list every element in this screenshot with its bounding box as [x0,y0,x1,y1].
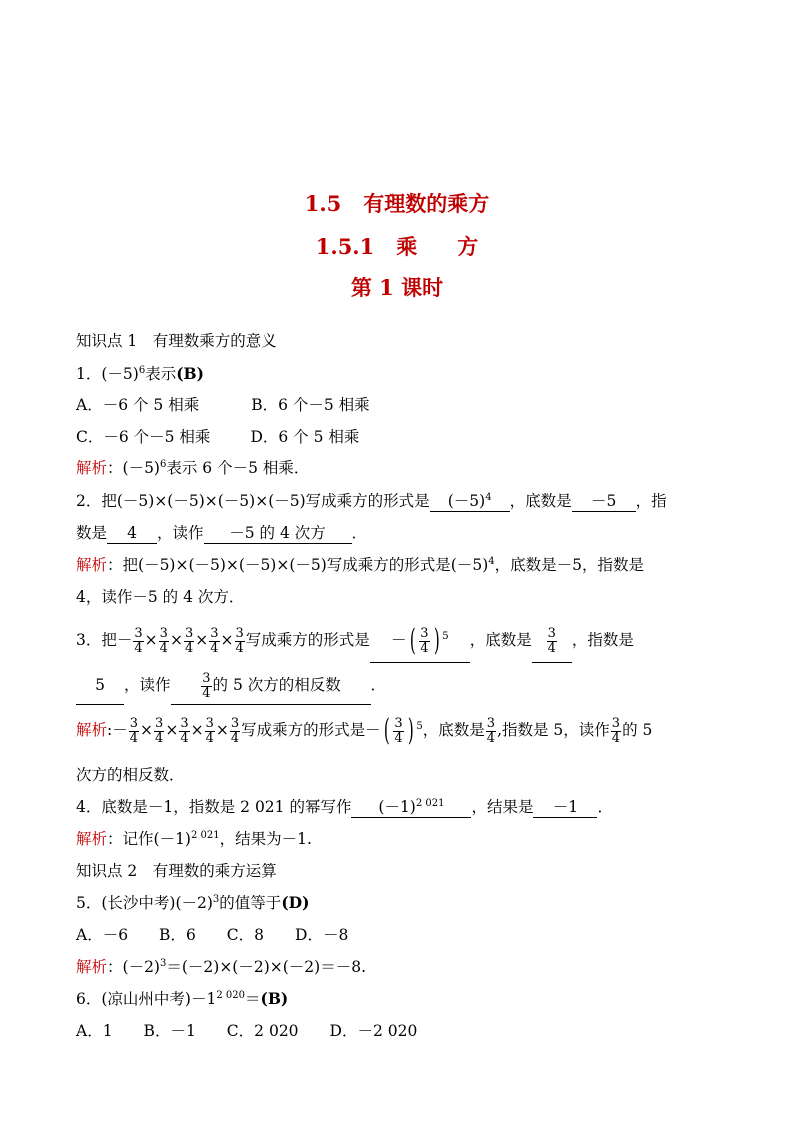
q1-analysis: 解析：$(-5)^6$表示 6 个－5 相乘． [76,459,310,477]
knowledge-point-1: 知识点 1 有理数乘方的意义 [76,332,277,350]
q5-options: A．－6 B．6 C．8 D．－8 [76,926,349,944]
fraction: $\frac{3}{4}$ [134,625,143,656]
analysis-label: 解析 [76,830,108,848]
q2-answer-form: $(-5)^4$ [430,491,510,512]
q2-answer-reading: －5 的 4 次方 [204,523,352,544]
fraction: $\frac{3}{4}$ [210,625,219,656]
q1-option-c: C．－6 个－5 相乘 [76,428,211,446]
q2-answer-exponent: 4 [107,523,157,544]
q2-analysis: 解析：把(－5)×(－5)×(－5)×(－5)写成乘方的形式是$(-5)^4$，底数是－5，指数是 [76,556,645,574]
analysis-label: 解析 [76,459,108,477]
q3-answer-base: $\frac{3}{4}$ [532,618,572,663]
analysis-label: 解析 [76,958,108,976]
q5-stem: 5．(长沙中考)$(-2)^3$的值等于(D) [76,893,310,912]
q2-answer-base: －5 [572,491,636,512]
q1-options-row-2 [76,427,359,447]
q1-option-d: D．6 个 5 相乘 [250,428,360,446]
q3-answer-exponent: 5 [76,666,124,705]
subsection-name-2: 方 [457,234,479,259]
q3-analysis-line2: 次方的相反数． [76,766,185,784]
q4-answer-result: －1 [533,797,597,818]
q3-stem-line2: 5 ，读作 $\frac{3}{4}$ 的 5 次方的相反数 ． [76,666,386,705]
fraction: $\frac{3}{4}$ [159,625,168,656]
analysis-label: 解析 [76,556,108,574]
subsection-number: 1.5.1 [315,234,375,259]
analysis-label: 解析 [76,721,108,739]
q2-analysis-line2: 4，读作－5 的 4 次方． [76,588,245,606]
q6-options: A．1 B．－1 C．2 020 D．－2 020 [76,1022,418,1040]
section-title [0,188,794,218]
q4-answer-power: $(-1)^{2 021}$ [351,797,471,818]
q3-stem: 3．把－ $\frac{3}{4}$ × $\frac{3}{4}$ × $\frac{3}{4}$ × $\frac{3}{4}$ × $\frac{3}{4}$ 写成乘方的形式是 －( $\frac{3}{4}$ ) $^5$ ，底数是 $\frac{3}{4}$ ，指数是 [76,618,634,663]
lesson-title: 第 1 课时 [350,275,444,300]
fraction: $\frac{3}{4}$ [184,625,194,656]
q1-stem: 1．$(-5)^6$表示(B) [76,364,204,383]
q4-analysis: 解析：记作$(-1)^{2 021}$，结果为－1. [76,830,312,848]
q1-option-b: B．6 个－5 相乘 [251,396,370,414]
q3-analysis: 解析:－ $\frac{3}{4}$ × $\frac{3}{4}$ × $\frac{3}{4}$ × $\frac{3}{4}$ × $\frac{3}{4}$ 写成乘方的形式是－( $\frac{3}{4}$ ) $^5$，底数是 $\frac{3}{4}$ ,指数是 5，读作 $\frac{3}{4}$ 的 5 [76,713,653,748]
fraction: $\frac{3}{4}$ [235,625,244,656]
q6-stem: 6．(凉山州中考)$-1^{2 020}=(B)$ [76,989,289,1008]
knowledge-point-2: 知识点 2 有理数的乘方运算 [76,862,277,880]
q3-answer-reading: $\frac{3}{4}$ 的 5 次方的相反数 [171,666,371,705]
subsection-name-1: 乘 [396,234,418,259]
q1-answer: (B) [176,364,204,383]
section-name: 有理数的乘方 [363,191,490,216]
q2-stem: 2．把(－5)×(－5)×(－5)×(－5)写成乘方的形式是 $(-5)^4$ ，底数是 －5 ，指 [76,492,667,510]
q5-answer: (D) [281,893,310,912]
q2-stem-line2: 数是 4 ，读作 －5 的 4 次方 ． [76,524,368,542]
section-number: 1.5 [304,191,342,216]
q1-options-row-1 [76,395,370,415]
q5-analysis: 解析：$(-2)^3=(-2)\times(-2)\times(-2)=-8$. [76,958,366,976]
subsection-title [0,231,794,261]
q1-option-a: A．－6 个 5 相乘 [76,396,200,414]
q3-answer-form: －( $\frac{3}{4}$ ) $^5$ [370,618,470,663]
q4-stem: 4．底数是－1，指数是 2 021 的幂写作 $(-1)^{2 021}$ ，结果是 －1 ． [76,798,613,816]
q6-answer: (B) [260,989,289,1008]
